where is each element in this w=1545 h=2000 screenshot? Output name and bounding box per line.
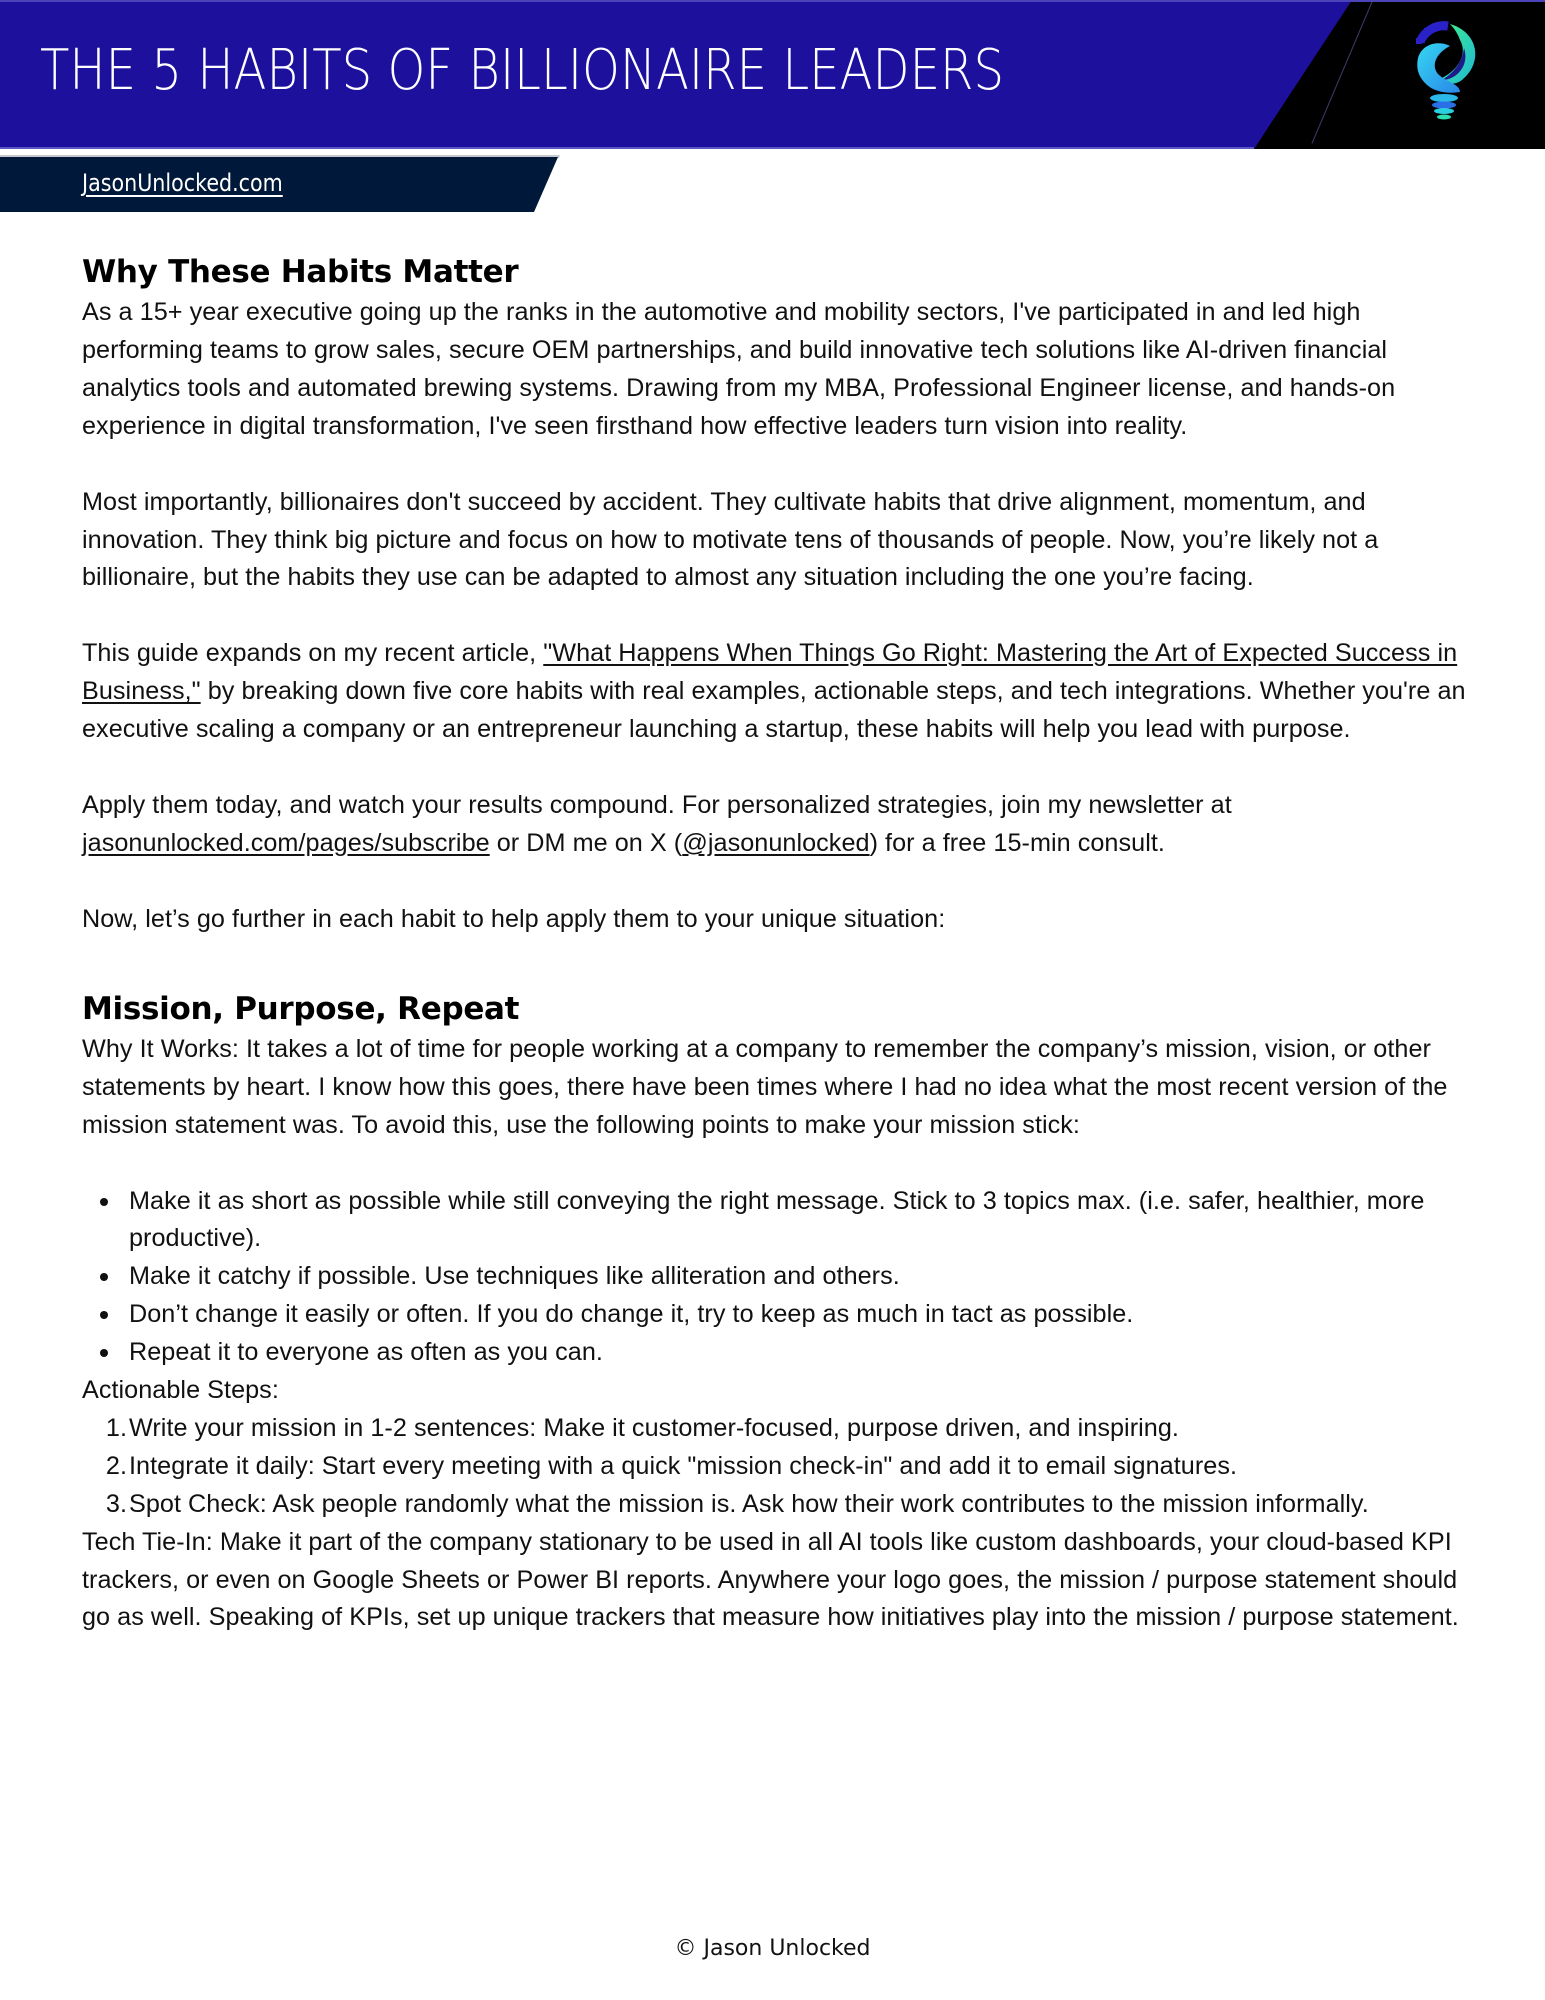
actionable-steps-list	[82, 1410, 1482, 1524]
newsletter-text-middle: or DM me on X (	[489, 828, 683, 857]
list-item	[105, 1448, 1482, 1486]
subscribe-link[interactable]: jasonunlocked.com/pages/subscribe	[82, 828, 490, 857]
step-text: Write your mission in 1-2 sentences: Make it customer-focused, purpose driven, and inspiring.	[129, 1413, 1179, 1442]
list-item	[105, 1486, 1482, 1524]
step-text: Spot Check: Ask people randomly what the mission is. Ask how their work contributes to the mission informally.	[129, 1489, 1369, 1518]
section-heading: Mission, Purpose, Repeat	[82, 990, 520, 1027]
list-item: Don’t change it easily or often. If you do change it, try to keep as much in tact as possible.	[129, 1296, 1482, 1334]
footer-copyright: © Jason Unlocked	[674, 1936, 871, 1961]
intro-paragraph: As a 15+ year executive going up the ranks in the automotive and mobility sectors, I've participated in and led high performing teams to grow sales, secure OEM partnerships, and build innovative tech solutions like AI-driven financial analytics tools and automated brewing systems. Drawing from my MBA, Professional Engineer license, and hands-on experience in digital transformation, I've seen firsthand how effective leaders turn vision into reality.	[82, 298, 1396, 440]
newsletter-text-after: ) for a free 15-min consult.	[869, 828, 1165, 857]
main-content	[82, 250, 1482, 1637]
step-number: 2.	[105, 1451, 127, 1480]
guide-text-before: This guide expands on my recent article,	[82, 639, 544, 668]
x-handle-link[interactable]: @jasonunlocked	[682, 828, 870, 857]
guide-paragraph	[82, 635, 1482, 749]
list-item: Make it catchy if possible. Use techniques like alliteration and others.	[129, 1258, 1482, 1296]
list-item: Make it as short as possible while still conveying the right message. Stick to 3 topics max. (i.e. safer, healthier, more productive).	[129, 1183, 1482, 1259]
newsletter-paragraph	[82, 787, 1482, 863]
section-heading: Why These Habits Matter	[82, 254, 519, 290]
why-it-works-paragraph: Why It Works: It takes a lot of time for people working at a company to remember the company’s mission, vision, or other statements by heart. I know how this goes, there have been times where I had no idea what the most recent version of the mission statement was. To avoid this, use the following points to make your mission stick:	[82, 1034, 1448, 1139]
banner-top-line	[0, 0, 1545, 2]
step-number: 3.	[105, 1489, 127, 1518]
guide-text-after: by breaking down five core habits with real examples, actionable steps, and tech integrations. Whether you're an executive scaling a company or an entrepreneur launching a startup, these habits will help you lead with purpose.	[82, 677, 1466, 744]
transition-paragraph: Now, let’s go further in each habit to help apply them to your unique situation:	[82, 904, 946, 933]
article-link[interactable]: "What Happens When Things Go Right: Mastering the Art of Expected Success in Business,"	[82, 639, 1458, 706]
banner-bottom-line	[0, 147, 1254, 149]
newsletter-text-before: Apply them today, and watch your results compound. For personalized strategies, join my newsletter at	[82, 791, 1232, 820]
section-why-habits-matter	[82, 250, 1482, 939]
section-mission-purpose-repeat	[82, 987, 1482, 1638]
step-text: Integrate it daily: Start every meeting with a quick "mission check-in" and add it to email signatures.	[129, 1451, 1238, 1480]
site-link[interactable]: JasonUnlocked.com	[82, 169, 283, 197]
billionaires-paragraph: Most importantly, billionaires don't succeed by accident. They cultivate habits that drive alignment, momentum, and innovation. They think big picture and focus on how to motivate tens of thousands of people. Now, you’re likely not a billionaire, but the habits they use can be adapted to almost any situation including the one you’re facing.	[82, 487, 1379, 592]
tech-tie-in-paragraph: Tech Tie-In: Make it part of the company stationary to be used in all AI tools like custom dashboards, your cloud-based KPI trackers, or even on Google Sheets or Power BI reports. Anywhere your logo goes, the mission / purpose statement should go as well. Speaking of KPIs, set up unique trackers that measure how initiatives play into the mission / purpose statement.	[82, 1527, 1459, 1632]
page-title: THE 5 HABITS OF BILLIONAIRE LEADERS	[40, 38, 1005, 103]
list-item: Repeat it to everyone as often as you can.	[129, 1334, 1482, 1372]
list-item	[105, 1410, 1482, 1448]
header-banner	[0, 0, 1545, 149]
actionable-steps-label: Actionable Steps:	[82, 1376, 279, 1405]
step-number: 1.	[105, 1413, 127, 1442]
mission-tips-list	[82, 1183, 1482, 1373]
lightbulb-gear-logo-icon	[1398, 18, 1488, 126]
